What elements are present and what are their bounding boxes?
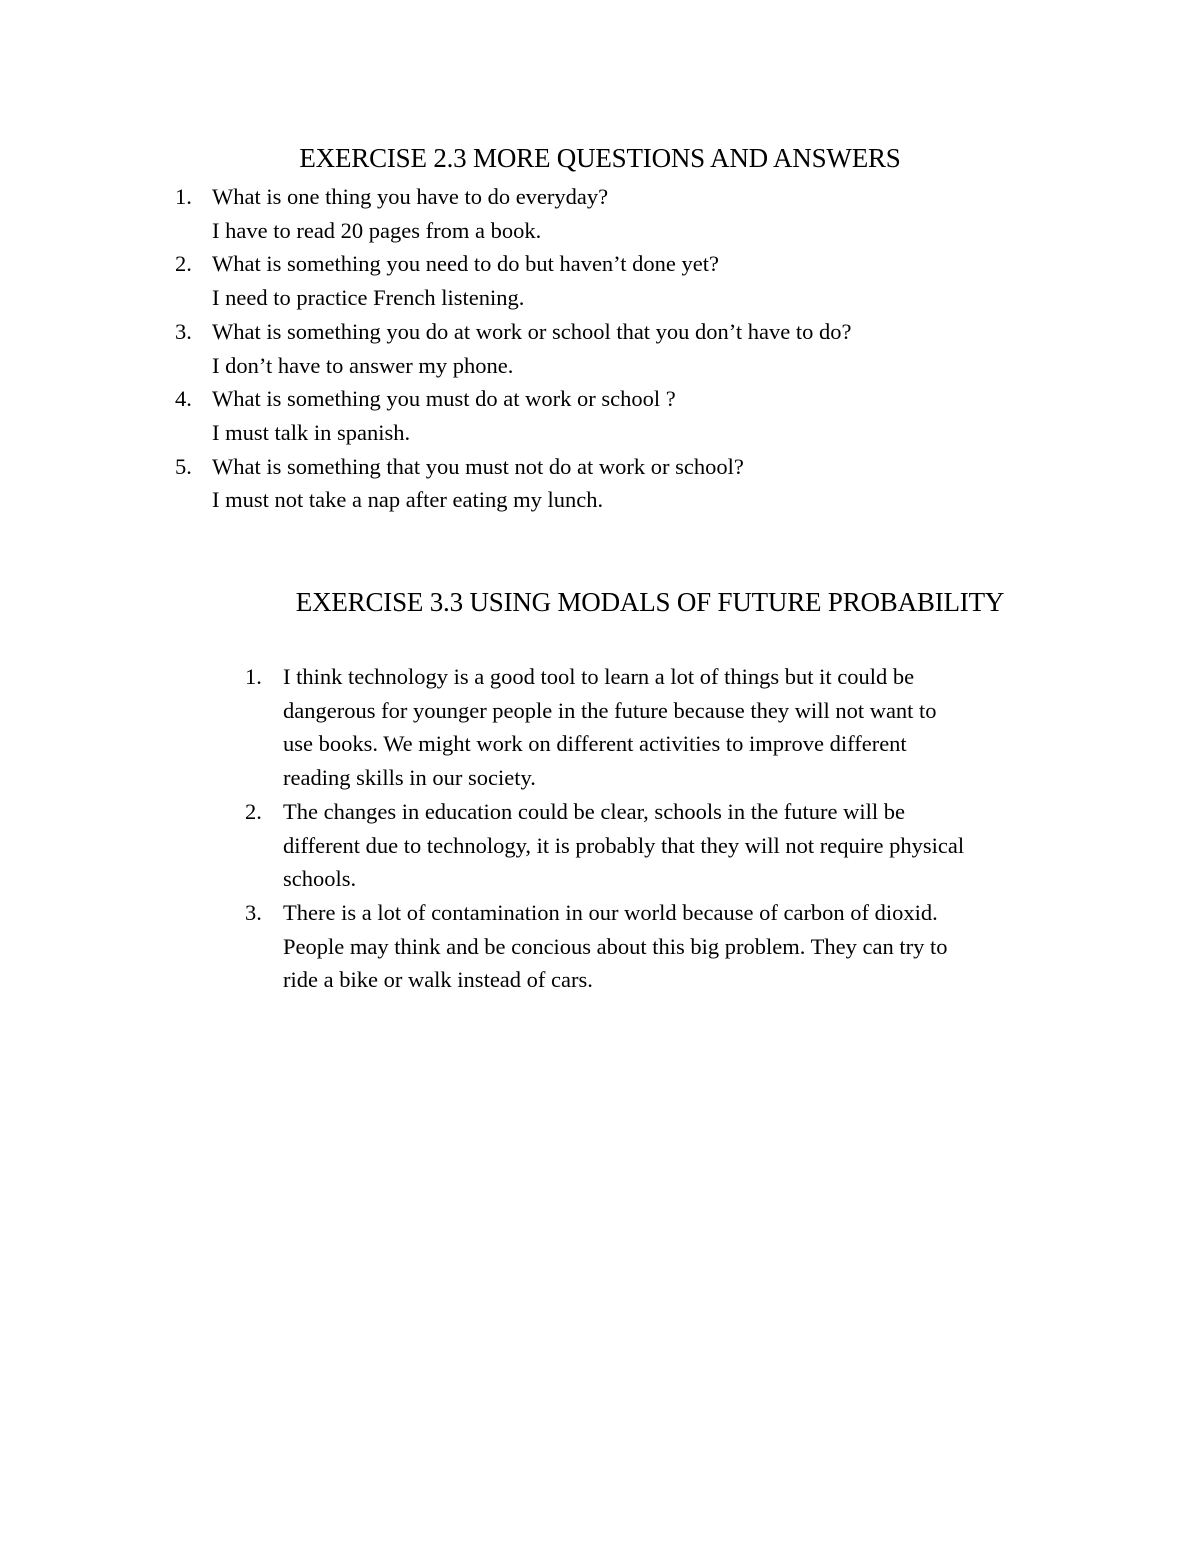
item-number: 3. (175, 318, 192, 344)
item-number: 3. (245, 899, 262, 925)
paragraph-line: reading skills in our society. (283, 765, 536, 791)
answer-text: I need to practice French listening. (212, 285, 525, 311)
qa-item (0, 180, 851, 247)
question-text: What is one thing you have to do everyday? (212, 184, 609, 209)
paragraph-line: schools. (283, 866, 357, 892)
qa-item (0, 450, 851, 517)
paragraph-line: ride a bike or walk instead of cars. (283, 967, 593, 993)
paragraph-line: dangerous for younger people in the future because they will not want to (283, 697, 937, 723)
qa-item (0, 247, 851, 314)
question-text: What is something you must do at work or school ? (212, 386, 676, 412)
answer-text: I have to read 20 pages from a book. (212, 217, 542, 243)
qa-item (0, 382, 851, 449)
probability-list (0, 660, 1200, 997)
paragraph-item (0, 795, 1073, 896)
paragraph-line: People may think and be concious about this big problem. They can try to (283, 933, 948, 959)
item-number: 1. (175, 184, 192, 209)
paragraph-line: I think technology is a good tool to learn a lot of things but it could be (283, 664, 915, 689)
item-number: 2. (245, 798, 262, 824)
item-number: 5. (175, 453, 192, 479)
qa-item (0, 315, 851, 382)
item-number: 2. (175, 251, 192, 277)
exercise-3-3-title: EXERCISE 3.3 USING MODALS OF FUTURE PROBABILITY (295, 587, 1005, 617)
question-text: What is something you do at work or school that you don’t have to do? (212, 318, 852, 344)
answer-text: I must talk in spanish. (212, 419, 411, 445)
question-text: What is something that you must not do at work or school? (212, 453, 744, 479)
item-number: 1. (245, 664, 262, 689)
paragraph-line: The changes in education could be clear, schools in the future will be (283, 798, 906, 824)
answer-text: I must not take a nap after eating my lunch. (212, 487, 604, 513)
question-text: What is something you need to do but haven’t done yet? (212, 251, 719, 277)
paragraph-line: There is a lot of contamination in our world because of carbon of dioxid. (283, 899, 938, 925)
qa-list (0, 180, 851, 517)
exercise-2-3-title: EXERCISE 2.3 MORE QUESTIONS AND ANSWERS (299, 143, 901, 173)
paragraph-item (0, 896, 1073, 997)
paragraph-line: use books. We might work on different activities to improve different (283, 731, 907, 757)
paragraph-item (0, 660, 1073, 795)
answer-text: I don’t have to answer my phone. (212, 352, 514, 378)
paragraph-line: different due to technology, it is probably that they will not require physical (283, 832, 965, 858)
item-number: 4. (175, 386, 192, 412)
